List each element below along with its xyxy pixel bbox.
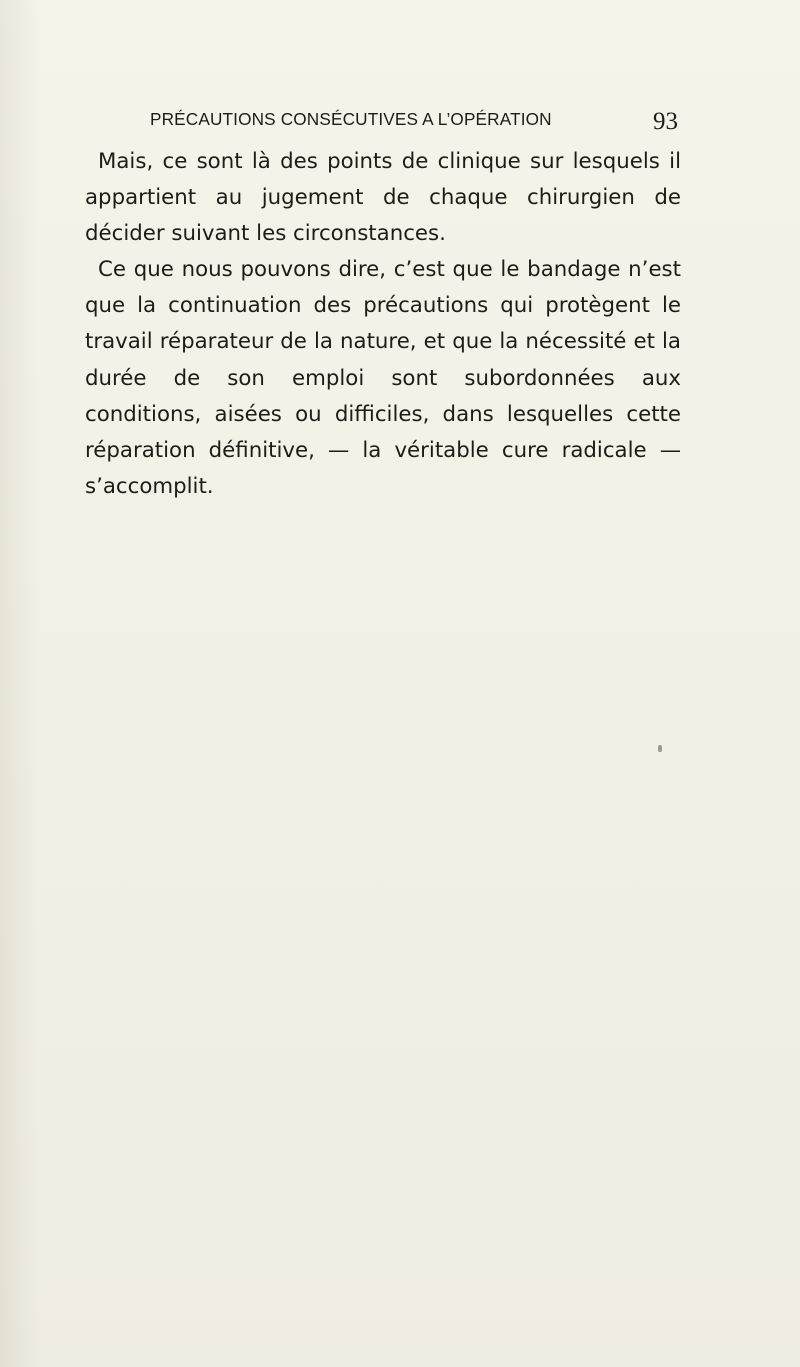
paragraph-1: Mais, ce sont là des points de clinique sur lesquels il appartient au jugement de chaque chirurgien de décider suivant les circonstances. — [85, 149, 681, 247]
ink-speck — [658, 745, 662, 752]
page-header — [150, 106, 678, 135]
page-number: 93 — [653, 108, 678, 135]
paragraph-2: Ce que nous pouvons dire, c’est que le bandage n’est que la continuation des précautions qui protègent le travail réparateur de la nature, et que la nécessité et la durée de son emploi sont subordonnées aux conditions, aisées ou difficiles, dans lesquelles cette réparation définitive, — la véritable cure radicale — s’accomplit. — [85, 257, 681, 499]
body-text — [85, 144, 681, 505]
running-head: PRÉCAUTIONS CONSÉCUTIVES A L’OPÉRATION — [150, 109, 552, 129]
